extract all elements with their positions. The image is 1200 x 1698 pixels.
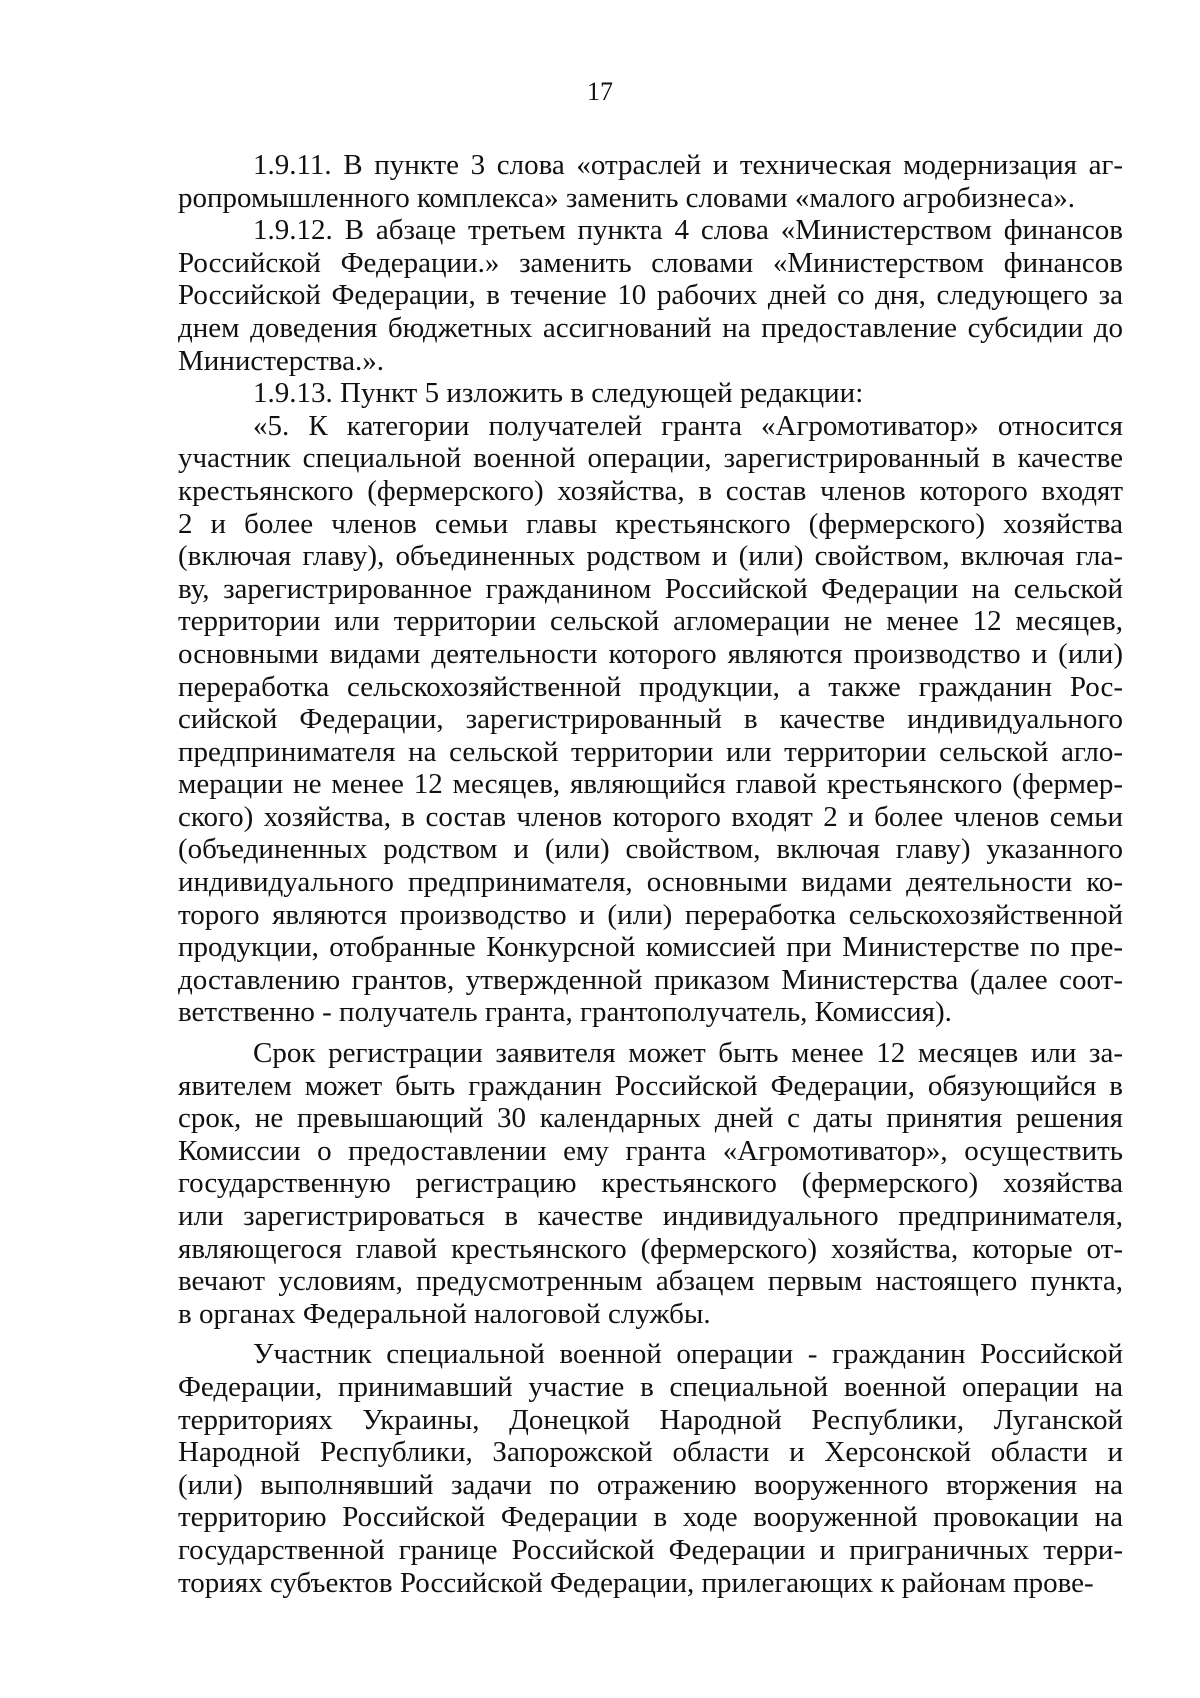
- text-line: участник специальной военной операции, зарегистрированный в качестве: [178, 442, 1123, 475]
- text-line: основными видами деятельности которого являются производство и (или): [178, 637, 1123, 670]
- paragraph-gap: [178, 1029, 1123, 1037]
- text-line: Российской Федерации.» заменить словами «Министерством финансов: [178, 246, 1123, 279]
- paragraph-gap: [178, 1330, 1123, 1338]
- text-line: территории или территории сельской агломерации не менее 12 месяцев,: [178, 605, 1123, 638]
- document-body: [178, 149, 1123, 1599]
- paragraph: [178, 214, 1123, 377]
- text-line: государственной границе Российской Федерации и приграничных терри-: [178, 1533, 1123, 1566]
- text-line: предпринимателя на сельской территории или территории сельской агло-: [178, 735, 1123, 768]
- text-line: явителем может быть гражданин Российской Федерации, обязующийся в: [178, 1069, 1123, 1102]
- text-line: продукции, отобранные Конкурсной комиссией при Министерстве по пре-: [178, 931, 1123, 964]
- paragraph: [178, 377, 1123, 410]
- text-line: территорию Российской Федерации в ходе вооруженной провокации на: [178, 1501, 1123, 1534]
- text-line: днем доведения бюджетных ассигнований на предоставление субсидии до: [178, 311, 1123, 344]
- text-line: Участник специальной военной операции - гражданин Российской: [253, 1338, 1123, 1371]
- text-line: срок, не превышающий 30 календарных дней с даты принятия решения: [178, 1102, 1123, 1135]
- text-line: крестьянского (фермерского) хозяйства, в состав членов которого входят: [178, 474, 1123, 507]
- text-line: вечают условиям, предусмотренным абзацем первым настоящего пункта,: [178, 1265, 1123, 1298]
- text-line: ториях субъектов Российской Федерации, прилегающих к районам прове-: [178, 1566, 1094, 1599]
- text-line: Федерации, принимавший участие в специальной военной операции на: [178, 1370, 1123, 1403]
- text-line: 1.9.12. В абзаце третьем пункта 4 слова «Министерством финансов: [253, 214, 1123, 247]
- page-number: 17: [587, 77, 613, 106]
- paragraph: [178, 1037, 1123, 1330]
- text-line: 1.9.11. В пункте 3 слова «отраслей и техническая модернизация аг-: [253, 149, 1123, 181]
- text-line: Министерства.».: [178, 344, 384, 377]
- text-line: «5. К категории получателей гранта «Агромотиватор» относится: [253, 409, 1123, 442]
- paragraph: [178, 410, 1123, 1029]
- text-line: ветственно - получатель гранта, грантополучатель, Комиссия).: [178, 996, 952, 1029]
- text-line: ву, зарегистрированное гражданином Российской Федерации на сельской: [178, 572, 1123, 605]
- text-line: Комиссии о предоставлении ему гранта «Агромотиватор», осуществить: [178, 1134, 1123, 1167]
- text-line: 1.9.13. Пункт 5 изложить в следующей редакции:: [253, 377, 864, 410]
- text-line: Народной Республики, Запорожской области и Херсонской области и: [178, 1436, 1123, 1469]
- text-line: мерации не менее 12 месяцев, являющийся главой крестьянского (фермер-: [178, 768, 1123, 801]
- text-line: являющегося главой крестьянского (фермерского) хозяйства, которые от-: [178, 1232, 1123, 1265]
- text-line: сийской Федерации, зарегистрированный в качестве индивидуального: [178, 703, 1123, 736]
- text-line: ского) хозяйства, в состав членов которого входят 2 и более членов семьи: [178, 800, 1123, 833]
- text-line: Срок регистрации заявителя может быть менее 12 месяцев или за-: [253, 1037, 1123, 1070]
- text-line: (или) выполнявший задачи по отражению вооруженного вторжения на: [178, 1468, 1123, 1501]
- text-line: Российской Федерации, в течение 10 рабочих дней со дня, следующего за: [178, 279, 1123, 312]
- text-line: или зарегистрироваться в качестве индивидуального предпринимателя,: [178, 1200, 1123, 1232]
- text-line: переработка сельскохозяйственной продукции, а также гражданин Рос-: [178, 670, 1123, 703]
- text-line: ропромышленного комплекса» заменить словами «малого агробизнеса».: [178, 181, 1075, 214]
- text-line: территориях Украины, Донецкой Народной Республики, Луганской: [178, 1403, 1123, 1436]
- text-line: торого являются производство и (или) переработка сельскохозяйственной: [178, 898, 1123, 931]
- text-line: (объединенных родством и (или) свойством, включая главу) указанного: [178, 833, 1123, 866]
- paragraph: [178, 149, 1123, 214]
- text-line: доставлению грантов, утвержденной приказом Министерства (далее соот-: [178, 963, 1123, 996]
- text-line: 2 и более членов семьи главы крестьянского (фермерского) хозяйства: [178, 507, 1123, 540]
- text-line: государственную регистрацию крестьянского (фермерского) хозяйства: [178, 1167, 1123, 1200]
- text-line: индивидуального предпринимателя, основными видами деятельности ко-: [178, 866, 1123, 899]
- text-line: в органах Федеральной налоговой службы.: [178, 1297, 711, 1330]
- text-line: (включая главу), объединенных родством и (или) свойством, включая гла-: [178, 540, 1123, 573]
- paragraph: [178, 1338, 1123, 1599]
